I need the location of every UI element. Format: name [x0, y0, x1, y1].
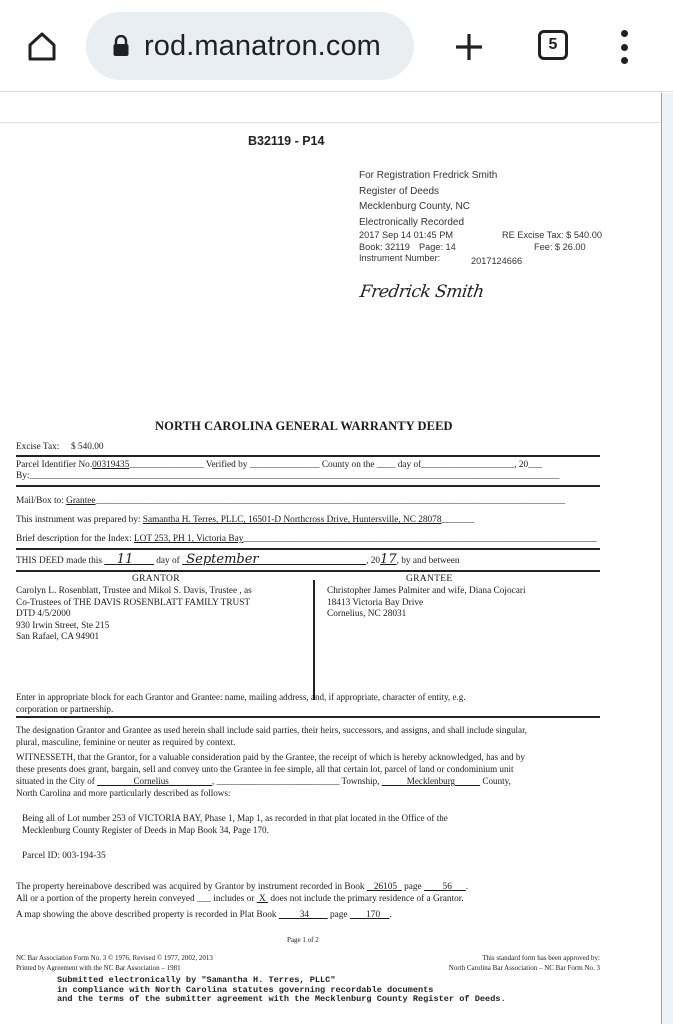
instrument-number: 2017124666 — [471, 256, 523, 266]
tab-switcher-button[interactable] — [538, 30, 568, 60]
tab-count: 5 — [548, 36, 558, 53]
electronic-submission-notice: Submitted electronically by "Samantha H. Terres, PLLC" in compliance with North Carolina statutes governing recordable documents and the terms of the submitter agreement with the Mecklenburg County Register of Deeds. — [57, 975, 506, 1005]
prepared-by-value: Samantha H. Terres, PLLC, 16501-D Northcross Drive, Huntersville, NC 28078 — [142, 515, 442, 525]
registration-fee: Fee: $ 26.00 — [534, 241, 586, 252]
entry-instructions: Enter in appropriate block for each Grantor and Grantee: name, mailing address, and, if appropriate, character of entity, e.g. corporation or partnership. — [16, 692, 466, 714]
plus-icon — [454, 32, 484, 62]
brief-description-line: Brief description for the Index: LOT 253, PH 1, Victoria Bay____________________________________________________________________________ — [16, 534, 597, 544]
register-signature: Fredrick Smith — [358, 282, 486, 302]
registration-line: Mecklenburg County, NC — [359, 201, 470, 212]
excise-tax-line: Excise Tax: $ 540.00 — [16, 442, 104, 452]
plat-book: 34 — [299, 910, 310, 920]
divider — [16, 548, 600, 550]
acquired-book: 26105 — [373, 882, 398, 892]
grantor-block: Carolyn L. Rosenblatt, Trustee and Mikol S. Davis, Trustee , as Co-Trustees of THE DAVIS ROSENBLATT FAMILY TRUST DTD 4/5/2000 930 Irwin Street, Ste 215 San Rafael, CA 94901 — [16, 586, 252, 642]
plat-page: 170 — [366, 910, 381, 920]
grantee-heading: GRANTEE — [406, 574, 453, 584]
grantee-block: Christopher James Palmiter and wife, Diana Cojocari 18413 Victoria Bay Drive Cornelius, NC 28031 — [327, 586, 526, 619]
new-tab-button[interactable] — [450, 28, 488, 66]
document-viewer[interactable] — [0, 93, 673, 1024]
parcel-id: Parcel ID: 003-194-35 — [22, 851, 106, 861]
menu-dot-icon — [621, 57, 628, 64]
deed-date-line: THIS DEED made this 11 day of September , 2017, by and between — [16, 552, 460, 567]
plat-book-line: A map showing the above described property is recorded in Plat Book 34 page 170 . — [16, 910, 392, 920]
home-button[interactable] — [24, 28, 60, 64]
kebab-menu-button[interactable] — [612, 28, 636, 66]
lock-icon — [110, 34, 132, 58]
witnesseth-paragraph: WITNESSETH, that the Grantor, for a valuable consideration paid by the Grantee, the receipt of which is hereby acknowledged, has and by these presents does grant, bargain, sell and convey unto the Grantee in fee simple, all that certain lot, parcel of land or condominium unit situated in the City of Cornelius , ___________________________ Township, Mecklenburg County, North Carolina and more particularly described as follows: — [16, 752, 525, 798]
recorded-datetime: 2017 Sep 14 01:45 PM — [359, 230, 453, 240]
deed-year: 17 — [380, 552, 397, 567]
instrument-label: Instrument Number: — [359, 253, 441, 263]
primary-residence-line: All or a portion of the property herein conveyed ___ includes or X does not include the primary residence of a Grantor. — [16, 894, 464, 904]
form-footer-left: NC Bar Association Form No. 3 © 1976, Revised © 1977, 2002, 2013 Printed by Agreement with the NC Bar Association – 1981 — [16, 954, 213, 972]
parcel-identifier-line: Parcel Identifier No.00319435________________ Verified by _______________ County on the ____ day of____________________, 20___ — [16, 460, 543, 470]
legal-description: Being all of Lot number 253 of VICTORIA BAY, Phase 1, Map 1, as recorded in that plat located in the Office of the Mecklenburg County Register of Deeds in Map Book 34, Page 170. — [22, 813, 448, 835]
viewer-header-strip — [0, 93, 662, 123]
form-footer-right: This standard form has been approved by: North Carolina Bar Association – NC Bar Form No. 3 — [448, 954, 600, 972]
vertical-scrollbar[interactable] — [661, 93, 673, 1024]
brief-description-value: LOT 253, PH 1, Victoria Bay — [134, 534, 244, 544]
menu-dot-icon — [621, 30, 628, 37]
browser-toolbar — [0, 0, 673, 92]
book-page-reference: B32119 - P14 — [248, 134, 325, 148]
registration-line: For Registration Fredrick Smith — [359, 170, 498, 181]
acquired-line: The property hereinabove described was acquired by Grantor by instrument recorded in Book 26105 page 56 . — [16, 882, 469, 892]
deed-day: 11 — [116, 552, 134, 567]
city-value: Cornelius — [133, 776, 169, 786]
registration-stamp — [359, 168, 602, 268]
residence-mark: X — [258, 894, 266, 904]
parcel-identifier-value: 00319435 — [92, 460, 130, 470]
county-value: Mecklenburg — [406, 776, 456, 786]
divider — [16, 485, 600, 487]
grantor-heading: GRANTOR — [132, 574, 180, 584]
registration-page: Page: 14 — [419, 241, 456, 252]
deed-page — [0, 124, 661, 1024]
registration-book: Book: 32119 — [359, 241, 410, 252]
divider — [16, 570, 600, 572]
mail-to-line: Mail/Box to: Grantee_____________________________________________________________________________________________________ — [16, 496, 566, 506]
designation-paragraph: The designation Grantor and Grantee as used herein shall include said parties, their heirs, successors, and assigns, and shall include singular, plural, masculine, feminine or neuter as required by context. — [16, 725, 528, 747]
page-indicator: Page 1 of 2 — [287, 936, 319, 944]
home-icon — [25, 29, 59, 63]
registration-line: Electronically Recorded — [359, 216, 465, 228]
menu-dot-icon — [621, 44, 628, 51]
url-text[interactable]: rod.manatron.com — [144, 29, 381, 62]
deed-title: NORTH CAROLINA GENERAL WARRANTY DEED — [155, 419, 453, 433]
prepared-by-line: This instrument was prepared by: Samantha H. Terres, PLLC, 16501-D Northcross Drive, Huntersville, NC 28078_______ — [16, 515, 475, 525]
address-bar[interactable] — [86, 12, 414, 80]
divider — [16, 716, 600, 718]
party-column-divider — [313, 580, 315, 700]
divider — [16, 455, 600, 457]
mail-to-value: Grantee — [66, 496, 96, 506]
registration-line: Register of Deeds — [359, 185, 440, 197]
by-line: By:__________________________________________________________________________________________________________________ — [16, 471, 560, 481]
acquired-page: 56 — [442, 882, 452, 892]
excise-tax-value: $ 540.00 — [70, 442, 104, 452]
deed-month: September — [186, 552, 259, 567]
re-excise-tax: RE Excise Tax: $ 540.00 — [502, 230, 602, 240]
